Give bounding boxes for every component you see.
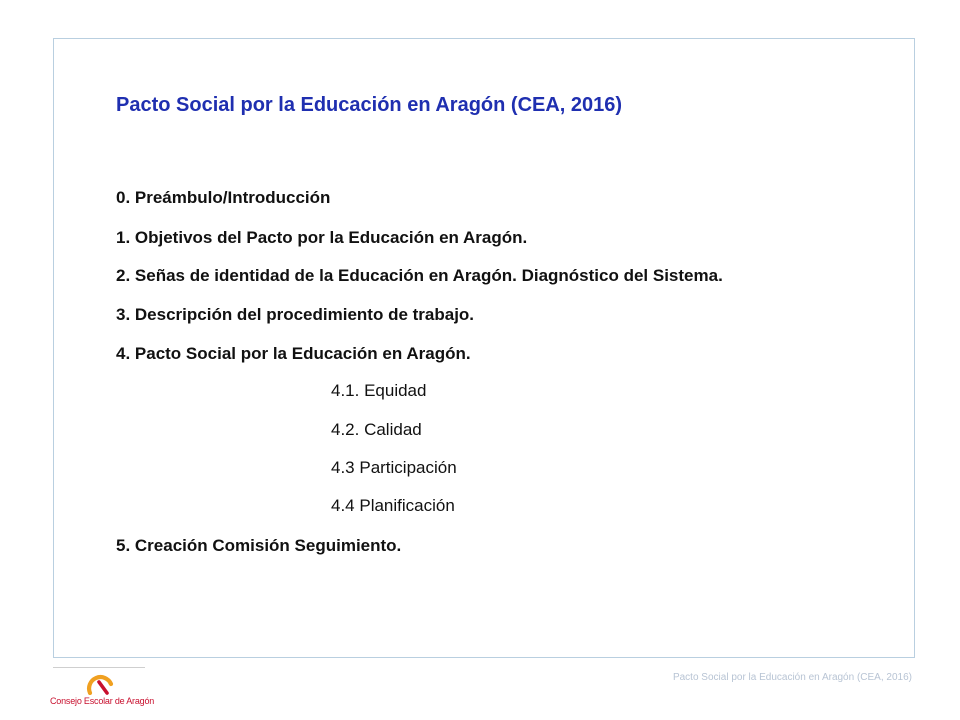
toc-subitem-participacion: 4.3 Participación [331, 458, 457, 477]
toc-item-pacto-social: 4. Pacto Social por la Educación en Aragón. [116, 344, 471, 363]
toc-item-preambulo: 0. Preámbulo/Introducción [116, 188, 331, 207]
toc-subitem-equidad: 4.1. Equidad [331, 381, 427, 400]
toc-item-comision: 5. Creación Comisión Seguimiento. [116, 536, 402, 555]
logo-text: Consejo Escolar de Aragón [50, 696, 155, 706]
cea-logo-icon [86, 669, 114, 695]
toc-subitem-calidad: 4.2. Calidad [331, 420, 422, 439]
page-title: Pacto Social por la Educación en Aragón (CEA, 2016) [116, 94, 623, 116]
cea-logo [50, 668, 155, 716]
toc-item-objetivos: 1. Objetivos del Pacto por la Educación en Aragón. [116, 228, 528, 247]
toc-item-procedimiento: 3. Descripción del procedimiento de trabajo. [116, 305, 475, 324]
toc-item-senas-identidad: 2. Señas de identidad de la Educación en Aragón. Diagnóstico del Sistema. [116, 266, 723, 285]
footer-note: Pacto Social por la Educación en Aragón (CEA, 2016) [672, 672, 912, 683]
toc-subitem-planificacion: 4.4 Planificación [331, 496, 455, 515]
